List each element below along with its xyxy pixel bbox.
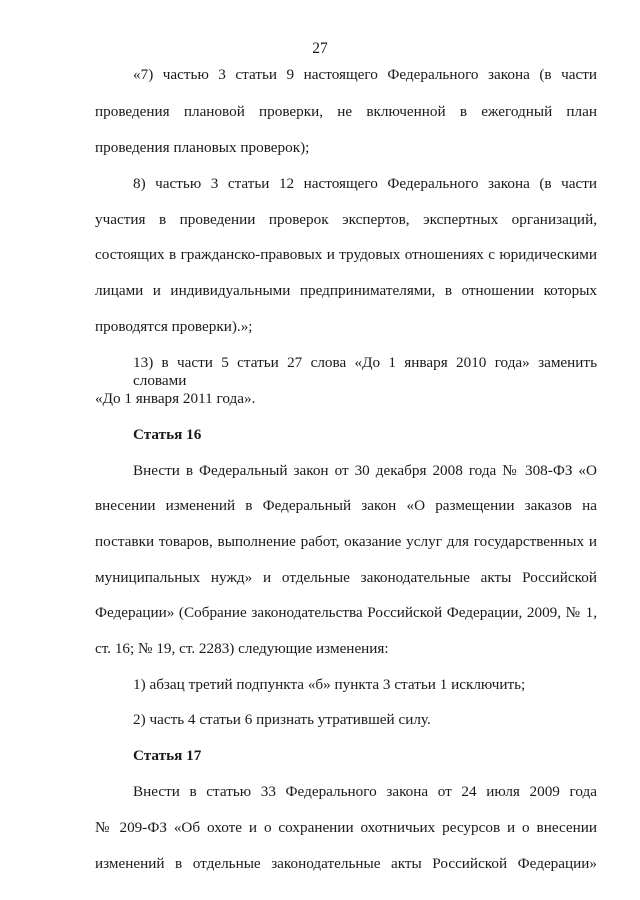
- text-line: лицами и индивидуальными предпринимателями, в отношении которых: [95, 282, 597, 299]
- text-line: «7) частью 3 статьи 9 настоящего Федерального закона (в части: [133, 66, 597, 83]
- page-number: 27: [312, 40, 328, 57]
- text-line: № 209-ФЗ «Об охоте и о сохранении охотничьих ресурсов и о внесении: [95, 819, 597, 836]
- text-line: 2) часть 4 статьи 6 признать утратившей силу.: [133, 711, 431, 728]
- text-line: поставки товаров, выполнение работ, оказание услуг для государственных и: [95, 533, 597, 550]
- text-line: 1) абзац третий подпункта «б» пункта 3 статьи 1 исключить;: [133, 676, 526, 693]
- text-line: состоящих в гражданско-правовых и трудовых отношениях с юридическими: [95, 246, 597, 263]
- text-line: проводятся проверки).»;: [95, 318, 253, 335]
- text-line: 8) частью 3 статьи 12 настоящего Федерального закона (в части: [133, 175, 597, 192]
- text-line: муниципальных нужд» и отдельные законодательные акты Российской: [95, 569, 597, 586]
- text-line: внесении изменений в Федеральный закон «О размещении заказов на: [95, 497, 597, 514]
- text-line: ст. 16; № 19, ст. 2283) следующие изменения:: [95, 640, 389, 657]
- text-line: Внести в статью 33 Федерального закона от 24 июля 2009 года: [133, 783, 597, 800]
- text-line: 13) в части 5 статьи 27 слова «До 1 января 2010 года» заменить словами: [133, 354, 597, 389]
- text-line: Внести в Федеральный закон от 30 декабря 2008 года № 308-ФЗ «О: [133, 462, 597, 479]
- text-line: проведения плановых проверок);: [95, 139, 310, 156]
- text-line: участия в проведении проверок экспертов, экспертных организаций,: [95, 211, 597, 228]
- text-line: «До 1 января 2011 года».: [95, 390, 256, 407]
- text-line: изменений в отдельные законодательные акты Российской Федерации»: [95, 855, 597, 872]
- text-line: Федерации» (Собрание законодательства Российской Федерации, 2009, № 1,: [95, 604, 597, 621]
- article-heading: Статья 16: [133, 426, 202, 443]
- article-heading: Статья 17: [133, 747, 202, 764]
- text-line: проведения плановой проверки, не включенной в ежегодный план: [95, 103, 597, 120]
